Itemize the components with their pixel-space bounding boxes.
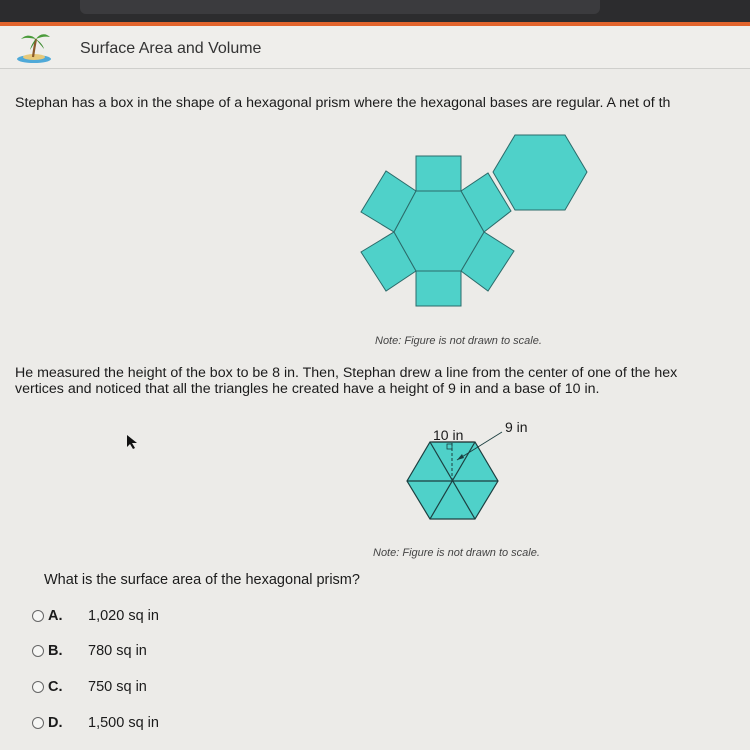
answer-choice-d[interactable] — [32, 713, 159, 733]
base-label: 10 in — [433, 427, 464, 443]
net-face-top — [416, 156, 461, 191]
question-text: What is the surface area of the hexagonal prism? — [44, 572, 360, 588]
browser-bar — [0, 0, 750, 22]
answer-choice-a[interactable] — [32, 606, 159, 626]
figure-2-note: Note: Figure is not drawn to scale. — [373, 547, 540, 559]
address-bar[interactable] — [80, 0, 600, 14]
answer-choice-b[interactable] — [32, 641, 147, 661]
palm-island-logo-icon — [14, 30, 54, 64]
app-header — [0, 26, 750, 69]
figure-1-note: Note: Figure is not drawn to scale. — [375, 335, 542, 347]
radio-a[interactable] — [32, 610, 44, 622]
radio-d[interactable] — [32, 717, 44, 729]
choice-letter-c: C. — [48, 679, 63, 695]
net-hexagon-base — [493, 135, 587, 210]
answer-choice-c[interactable] — [32, 677, 147, 697]
choice-text-a: 1,020 sq in — [88, 608, 159, 624]
choice-text-d: 1,500 sq in — [88, 715, 159, 731]
choice-letter-a: A. — [48, 608, 63, 624]
radio-b[interactable] — [32, 645, 44, 657]
choice-letter-b: B. — [48, 643, 63, 659]
prompt-text-line-3: vertices and noticed that all the triangles he created have a height of 9 in and a base of 10 in. — [15, 381, 600, 397]
radio-c[interactable] — [32, 681, 44, 693]
net-face-bottom — [416, 271, 461, 306]
choice-text-c: 750 sq in — [88, 679, 147, 695]
choice-letter-d: D. — [48, 715, 63, 731]
mouse-cursor-icon — [125, 434, 139, 450]
prism-net-figure — [355, 128, 595, 318]
choice-text-b: 780 sq in — [88, 643, 147, 659]
lesson-title: Surface Area and Volume — [80, 40, 262, 57]
prompt-text-line-1: Stephan has a box in the shape of a hexagonal prism where the hexagonal bases are regular. A net of th — [15, 95, 671, 111]
prompt-text-line-2: He measured the height of the box to be 8 in. Then, Stephan drew a line from the center of one of the hex — [15, 365, 678, 381]
height-label: 9 in — [505, 419, 528, 435]
hexagon-triangles-figure — [400, 415, 550, 525]
